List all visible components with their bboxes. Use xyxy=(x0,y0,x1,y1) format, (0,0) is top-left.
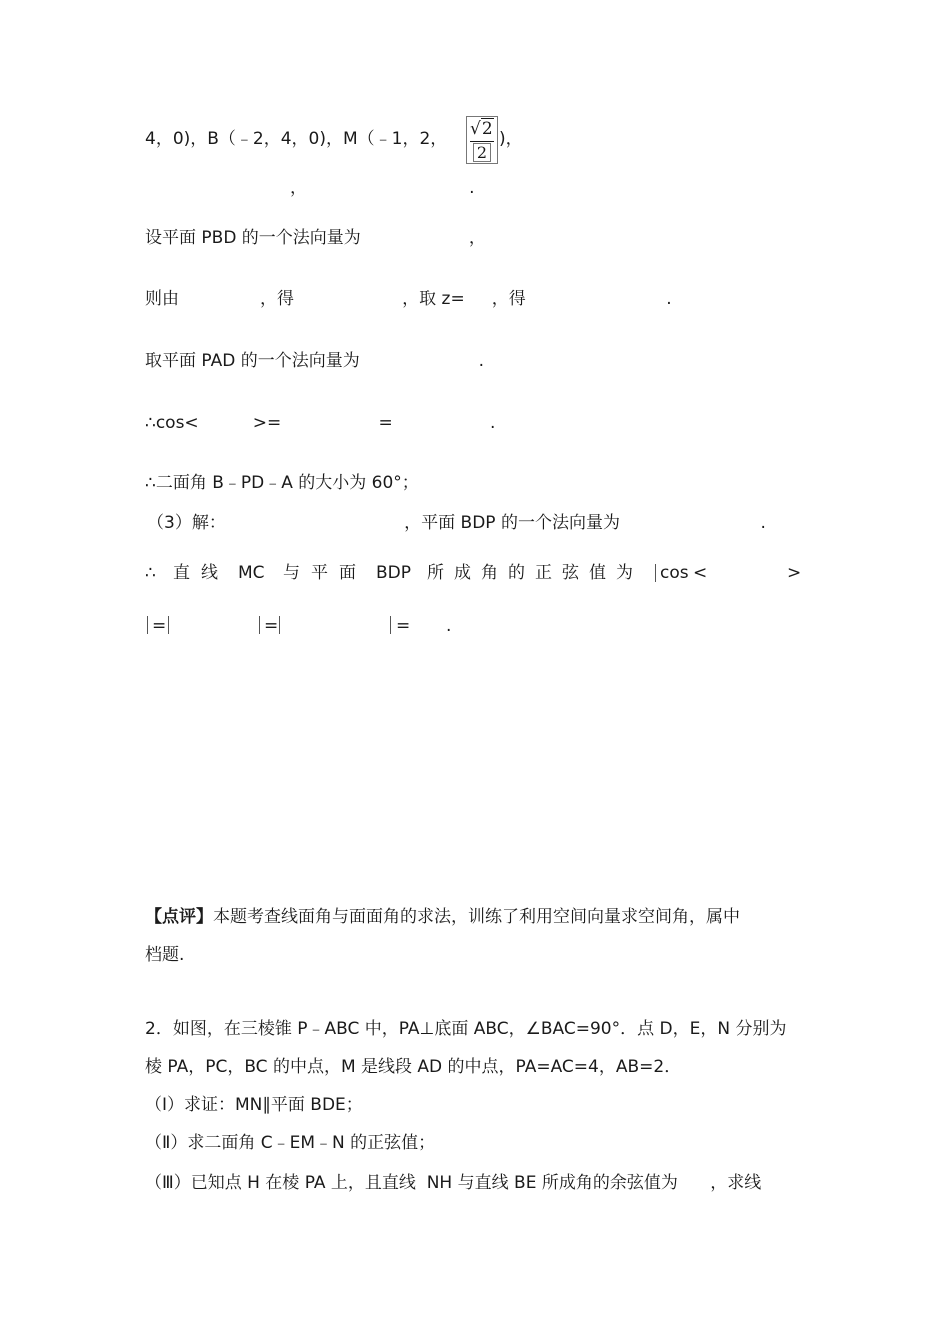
sine-word: 平 xyxy=(311,563,328,583)
sine-value-line xyxy=(145,562,805,584)
problem2-statement-line2: 棱 PA，PC，BC 的中点，M 是线段 AD 的中点，PA=AC=4，AB=2． xyxy=(145,1057,682,1077)
sine-word: 线 xyxy=(201,563,218,583)
problem2-part1: （Ⅰ）求证：MN∥平面 BDE； xyxy=(145,1095,363,1115)
fraction-bar xyxy=(470,141,494,142)
final-equals: = xyxy=(152,616,167,636)
final-equals: = xyxy=(396,616,411,636)
dihedral-angle-result: ∴二面角 B﹣PD﹣A 的大小为 60°； xyxy=(145,473,419,493)
coordinates-tail: )， xyxy=(499,129,523,149)
sine-word: 所 xyxy=(427,563,444,583)
final-equals: = xyxy=(264,616,279,636)
sine-word: 值 xyxy=(589,563,606,583)
problem2-statement-line1: 2．如图，在三棱锥 P﹣ABC 中，PA⊥底面 ABC，∠BAC=90°．点 D，E，N 分别为 xyxy=(145,1019,787,1039)
sine-word: 成 xyxy=(454,563,471,583)
comment-line1 xyxy=(145,906,740,928)
cosine-line: ∴cos< >= = . xyxy=(145,413,496,433)
sine-word: 为 xyxy=(616,563,633,583)
problem2-part2: （Ⅱ）求二面角 C﹣EM﹣N 的正弦值； xyxy=(145,1133,436,1153)
solve-system-line: 则由 ，得 ，取 z= ，得 . xyxy=(145,289,672,309)
sine-word: cos xyxy=(660,563,689,583)
sine-word: < xyxy=(693,563,708,583)
fraction-numerator: √2 xyxy=(470,119,493,139)
sine-word: 与 xyxy=(283,563,300,583)
comment-line2: 档题. xyxy=(145,945,185,965)
final-period: . xyxy=(446,616,452,636)
sine-word: 面 xyxy=(339,563,356,583)
normal-vector-pad: 取平面 PAD 的一个法向量为 . xyxy=(145,351,484,371)
sine-word: 直 xyxy=(173,563,190,583)
fraction-sqrt2-over-2 xyxy=(466,116,498,164)
sine-word: MC xyxy=(238,563,265,583)
sine-word: 的 xyxy=(508,563,525,583)
abs-bar xyxy=(279,616,280,634)
sine-word: 角 xyxy=(481,563,498,583)
comment-label: 【点评】 xyxy=(145,907,213,927)
sine-word: 正 xyxy=(535,563,552,583)
sine-word: ∴ xyxy=(145,563,156,583)
sine-word: BDP xyxy=(376,563,412,583)
abs-bar xyxy=(168,616,169,634)
sine-word: 弦 xyxy=(562,563,579,583)
comment-text: 本题考查线面角与面面角的求法，训练了利用空间向量求空间角，属中 xyxy=(213,907,740,927)
vector-line: ， . xyxy=(290,178,475,198)
abs-bar xyxy=(259,616,260,634)
problem2-part3: （Ⅲ）已知点 H 在棱 PA 上，且直线 NH 与直线 BE 所成角的余弦值为 ，求线 xyxy=(145,1173,762,1193)
abs-bar xyxy=(390,616,391,634)
coordinates-line: 4，0)，B（﹣2，4，0)，M（﹣1，2， xyxy=(145,129,448,149)
abs-bar xyxy=(147,616,148,634)
part3-solution: （3）解： ，平面 BDP 的一个法向量为 . xyxy=(147,513,766,533)
fraction-denominator: 2 xyxy=(473,143,491,162)
abs-bar xyxy=(655,564,656,582)
normal-vector-pbd: 设平面 PBD 的一个法向量为 ， xyxy=(145,228,486,248)
sine-word: > xyxy=(787,563,802,583)
